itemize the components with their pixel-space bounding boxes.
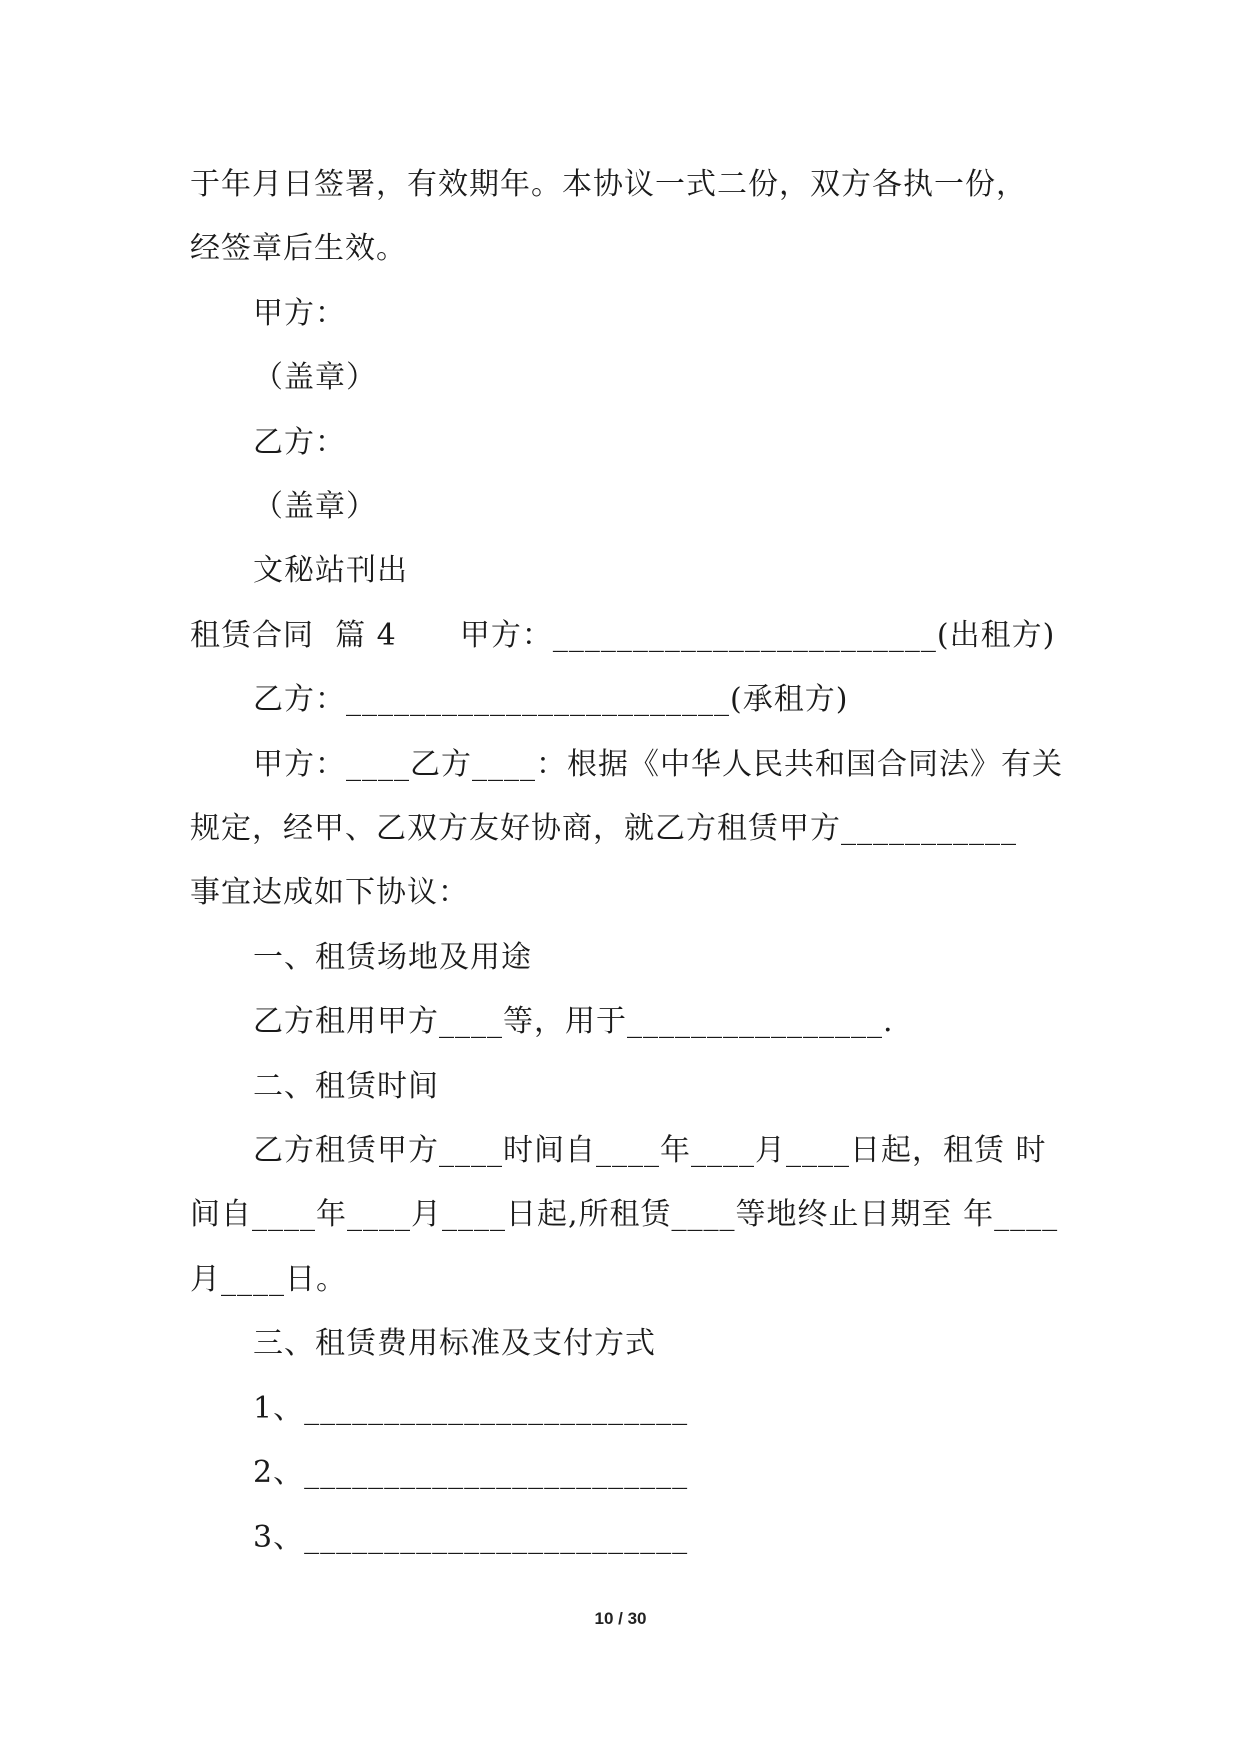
section-heading-line: 租赁合同 篇 4 甲方：________________________(出租方) (190, 618, 1056, 653)
page-number: 10 / 30 (594, 1609, 647, 1628)
paragraph-line: 经签章后生效。 (190, 231, 407, 266)
paragraph-line: 间自____年____月____日起,所租赁____等地终止日期至 年____ (190, 1197, 1059, 1232)
paragraph-line: 乙方租赁甲方____时间自____年____月____日起，租赁 时 (253, 1133, 1047, 1168)
paragraph-line: 甲方：____乙方____：根据《中华人民共和国合同法》有关 (253, 747, 1063, 782)
paragraph-line: 乙方：________________________(承租方) (253, 682, 849, 717)
list-item: 1、________________________ (253, 1391, 689, 1426)
paragraph-line: 月____日。 (190, 1262, 347, 1297)
paragraph-line: 规定，经甲、乙双方友好协商，就乙方租赁甲方___________ (190, 811, 1017, 846)
clause-heading: 一、租赁场地及用途 (253, 940, 532, 975)
seal-label: （盖章） (253, 489, 377, 524)
party-b-label: 乙方： (253, 425, 346, 460)
party-a-label: 甲方： (253, 296, 346, 331)
paragraph-line: 事宜达成如下协议： (190, 875, 469, 910)
seal-label: （盖章） (253, 360, 377, 395)
paragraph-line: 乙方租用甲方____等，用于________________. (253, 1004, 894, 1039)
list-item: 2、________________________ (253, 1455, 689, 1490)
clause-heading: 三、租赁费用标准及支付方式 (253, 1326, 656, 1361)
paragraph-line: 于年月日签署，有效期年。本协议一式二份，双方各执一份， (190, 167, 1027, 202)
list-item: 3、________________________ (253, 1520, 689, 1555)
clause-heading: 二、租赁时间 (253, 1069, 439, 1104)
source-note: 文秘站刊出 (253, 553, 408, 588)
